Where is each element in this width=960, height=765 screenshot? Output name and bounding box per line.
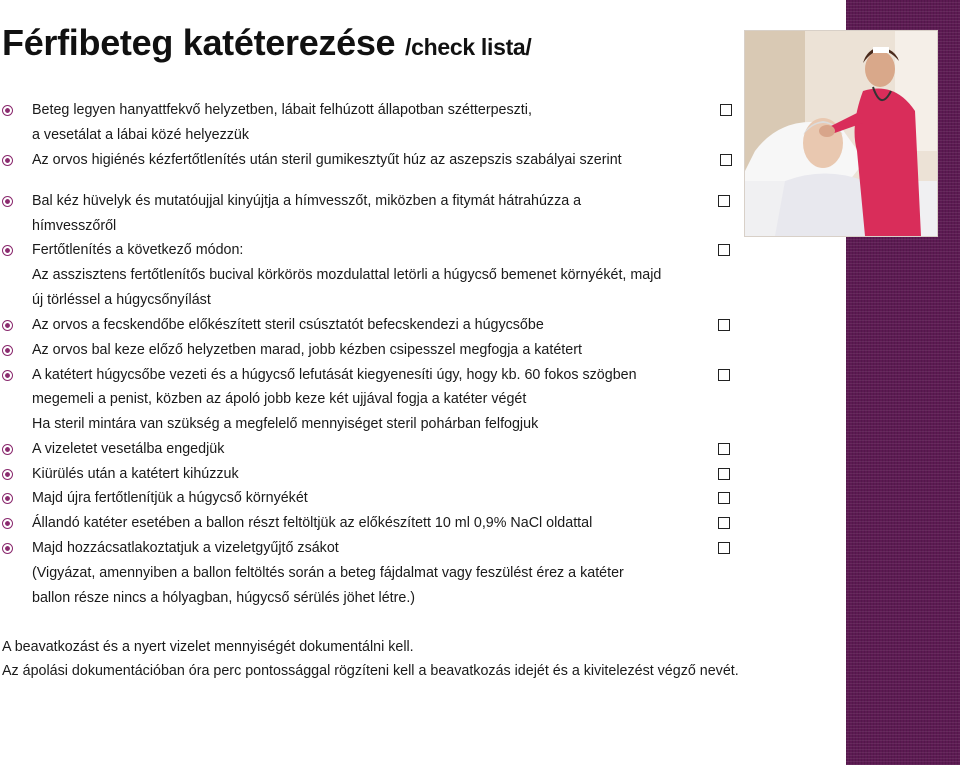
checklist-line: Majd újra fertőtlenítjük a húgycső környékét xyxy=(32,490,308,506)
checklist-line: Kiürülés után a katétert kihúzzuk xyxy=(32,466,239,482)
checkbox[interactable] xyxy=(718,443,730,455)
checkbox[interactable] xyxy=(718,195,730,207)
bullet-icon xyxy=(2,320,13,331)
checklist-line: a vesetálat a lábai közé helyezzük xyxy=(32,127,249,143)
checkbox[interactable] xyxy=(718,319,730,331)
bullet-icon xyxy=(2,105,13,116)
bullet-icon xyxy=(2,345,13,356)
checklist-line: Majd hozzácsatlakoztatjuk a vizeletgyűjtő zsákot xyxy=(32,540,339,556)
nurse-patient-photo xyxy=(744,30,938,237)
footer-line-1: A beavatkozást és a nyert vizelet mennyiségét dokumentálni kell. xyxy=(2,639,414,655)
checklist-line: Bal kéz hüvelyk és mutatóujjal kinyújtja a hímvesszőt, miközben a fitymát hátrahúzza a xyxy=(32,193,582,209)
bullet-icon xyxy=(2,493,13,504)
checkbox[interactable] xyxy=(718,517,730,529)
checklist-line: Az asszisztens fertőtlenítős bucival körkörös mozdulattal letörli a húgycső bemenet környékét, majd xyxy=(32,267,662,283)
bullet-icon xyxy=(2,444,13,455)
checkbox[interactable] xyxy=(718,369,730,381)
bullet-icon xyxy=(2,370,13,381)
checklist-line: Az orvos a fecskendőbe előkészített steril csúsztatót befecskendezi a húgycsőbe xyxy=(32,317,544,333)
bullet-icon xyxy=(2,155,13,166)
bullet-icon xyxy=(2,245,13,256)
bullet-icon xyxy=(2,518,13,529)
checklist-line: Fertőtlenítés a következő módon: xyxy=(32,242,244,258)
checklist-line: megemeli a penist, közben az ápoló jobb keze két ujjával fogja a katéter végét xyxy=(32,391,527,407)
checklist-line: hímvesszőről xyxy=(32,218,117,234)
checklist-line: Állandó katéter esetében a ballon részt feltöltjük az előkészített 10 ml 0,9% NaCl oldattal xyxy=(32,515,593,531)
checklist-line: Ha steril mintára van szükség a megfelelő mennyiséget steril pohárban felfogjuk xyxy=(32,416,539,432)
checklist-line: Beteg legyen hanyattfekvő helyzetben, lábait felhúzott állapotban szétterpeszti, xyxy=(32,102,532,118)
checklist-line: (Vigyázat, amennyiben a ballon feltöltés során a beteg fájdalmat vagy feszülést érez a katéter xyxy=(32,565,624,581)
title-subtitle: /check lista/ xyxy=(405,34,532,60)
footer-line-2: Az ápolási dokumentációban óra perc pontossággal rögzíteni kell a beavatkozás idejét és a kivitelezést végző nevét. xyxy=(2,663,739,679)
page-title xyxy=(2,22,532,64)
bullet-icon xyxy=(2,196,13,207)
checklist-line: ballon része nincs a hólyagban, húgycső sérülés jöhet létre.) xyxy=(32,590,416,606)
checkbox[interactable] xyxy=(718,468,730,480)
checklist-line: Az orvos higiénés kézfertőtlenítés után steril gumikesztyűt húz az aszepszis szabályai szerint xyxy=(32,152,622,168)
checkbox[interactable] xyxy=(718,244,730,256)
checklist-line: A vizeletet vesetálba engedjük xyxy=(32,441,225,457)
checkbox[interactable] xyxy=(718,492,730,504)
bullet-icon xyxy=(2,469,13,480)
checklist-line: Az orvos bal keze előző helyzetben marad, jobb kézben csipesszel megfogja a katétert xyxy=(32,342,582,358)
checklist-line: új törléssel a húgycsőnyílást xyxy=(32,292,211,308)
checkbox[interactable] xyxy=(718,542,730,554)
checkbox[interactable] xyxy=(720,104,732,116)
bullet-icon xyxy=(2,543,13,554)
checklist-line: A katétert húgycsőbe vezeti és a húgycső lefutását kiegyenesíti úgy, hogy kb. 60 fokos szögben xyxy=(32,367,637,383)
checkbox[interactable] xyxy=(720,154,732,166)
title-main: Férfibeteg katéterezése xyxy=(2,22,396,63)
